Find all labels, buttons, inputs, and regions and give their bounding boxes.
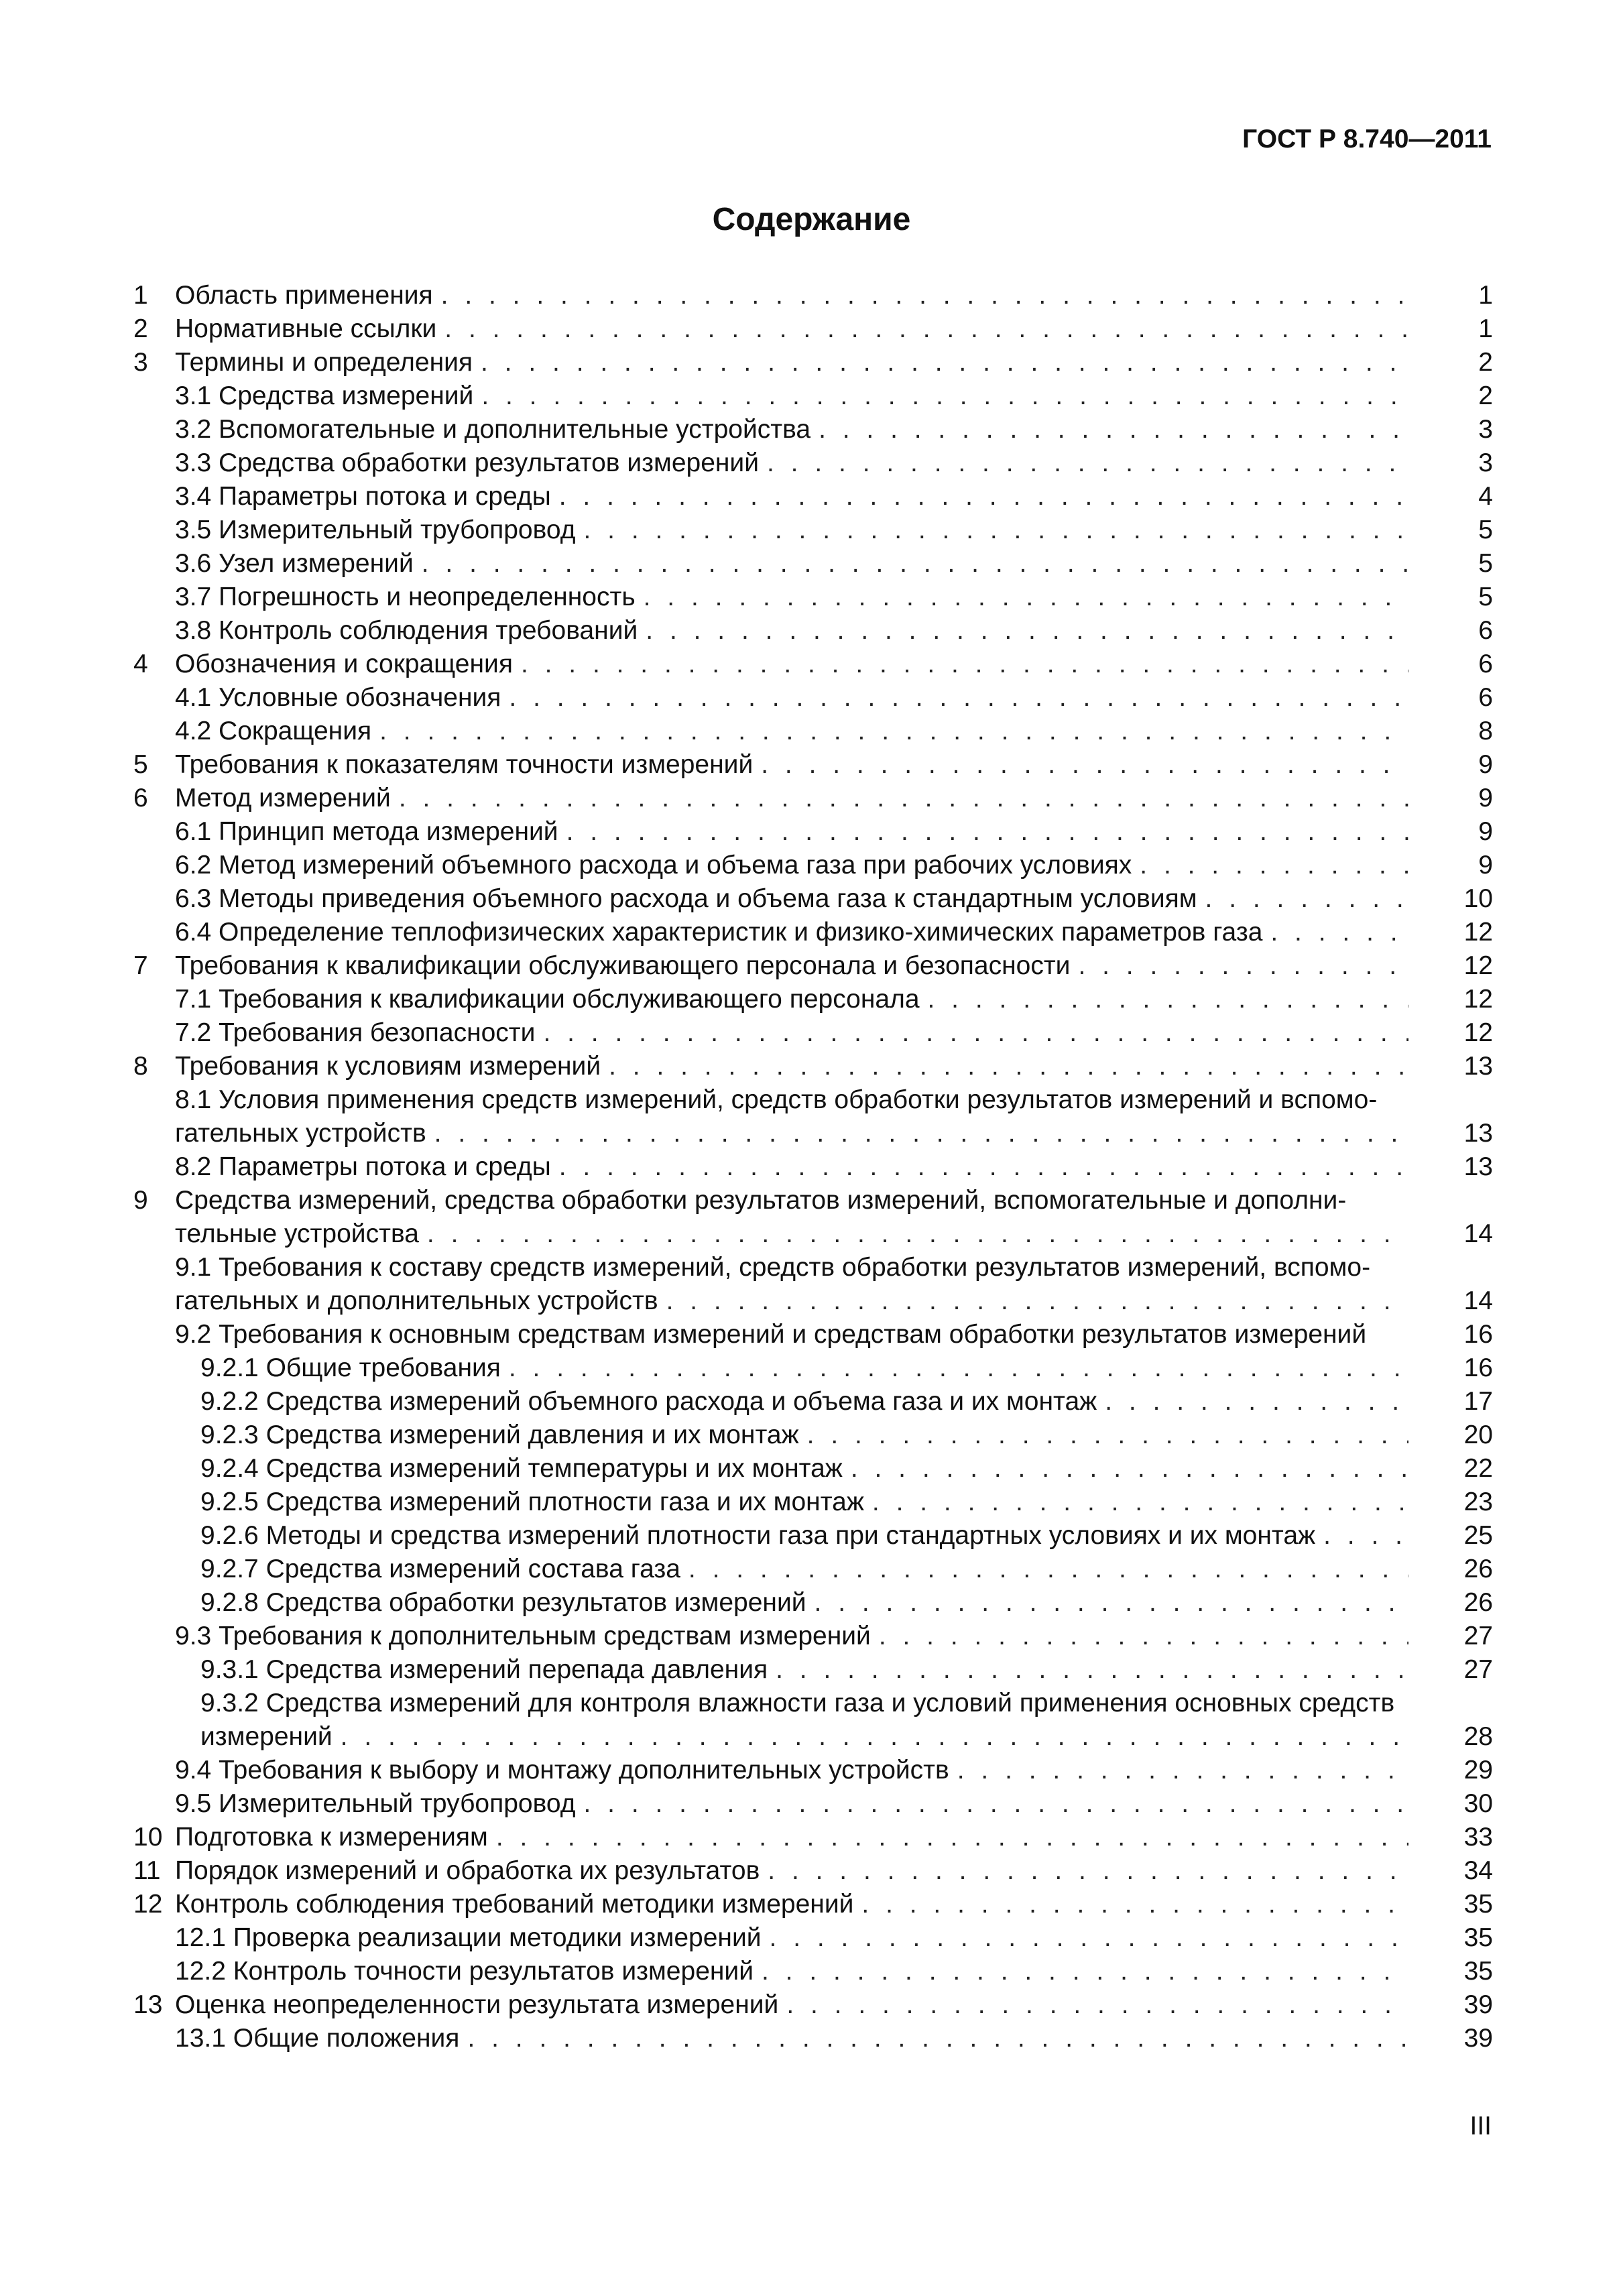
toc-entry-line bbox=[175, 1888, 1408, 1921]
toc-entry-number: 13 bbox=[133, 1990, 163, 2019]
toc-entry-page: 1 bbox=[1478, 281, 1493, 310]
toc-entry-line bbox=[175, 379, 1408, 413]
toc-entry[interactable] bbox=[133, 1888, 1493, 1921]
toc-entry-page: 2 bbox=[1478, 348, 1493, 377]
toc-entry-page: 30 bbox=[1463, 1789, 1493, 1818]
toc-entry-page: 13 bbox=[1463, 1052, 1493, 1081]
toc-entry-page: 12 bbox=[1463, 1018, 1493, 1047]
dot-leader bbox=[509, 681, 1408, 715]
dot-leader bbox=[1323, 1519, 1408, 1553]
toc-entry-title: 4.2 Сокращения bbox=[175, 717, 372, 745]
toc-entry[interactable] bbox=[133, 1318, 1493, 1351]
toc-entry-title: 9.3.1 Средства измерений перепада давления bbox=[200, 1655, 768, 1684]
toc-entry[interactable] bbox=[133, 446, 1493, 480]
toc-entry-line bbox=[175, 413, 1408, 446]
toc-entry-number: 7 bbox=[133, 951, 148, 980]
toc-entry-title: 3.1 Средства измерений bbox=[175, 381, 474, 410]
toc-entry-title: 9.4 Требования к выбору и монтажу дополнительных устройств bbox=[175, 1756, 949, 1785]
table-of-contents bbox=[133, 279, 1493, 2055]
toc-entry[interactable] bbox=[133, 1418, 1493, 1452]
toc-entry-title: Требования к условиям измерений bbox=[175, 1052, 601, 1081]
toc-entry[interactable] bbox=[133, 614, 1493, 648]
dot-leader bbox=[609, 1050, 1408, 1083]
toc-entry-title: измерений bbox=[200, 1722, 333, 1751]
dot-leader bbox=[467, 2022, 1408, 2055]
toc-entry-title: Порядок измерений и обработка их результатов bbox=[175, 1856, 760, 1885]
toc-entry-line bbox=[175, 1988, 1408, 2022]
toc-entry-title: 9.3 Требования к дополнительным средствам измерений bbox=[175, 1622, 871, 1650]
dot-leader bbox=[481, 379, 1408, 413]
toc-entry-title: Контроль соблюдения требований методики измерений bbox=[175, 1890, 854, 1919]
dot-leader bbox=[399, 782, 1408, 815]
toc-entry-title: 9.2.1 Общие требования bbox=[200, 1353, 501, 1382]
document-code: ГОСТ Р 8.740—2011 bbox=[1242, 125, 1492, 154]
toc-entry-title: гательных и дополнительных устройств bbox=[175, 1286, 658, 1315]
toc-entry[interactable] bbox=[133, 849, 1493, 882]
toc-entry[interactable] bbox=[133, 1988, 1493, 2022]
toc-entry[interactable] bbox=[133, 715, 1493, 748]
toc-entry-line bbox=[175, 815, 1408, 849]
toc-entry-line bbox=[200, 1519, 1408, 1553]
toc-entry[interactable] bbox=[133, 782, 1493, 815]
toc-entry-page: 3 bbox=[1478, 448, 1493, 477]
toc-entry-line bbox=[200, 1452, 1408, 1486]
toc-entry[interactable] bbox=[133, 1586, 1493, 1620]
dot-leader bbox=[807, 1418, 1408, 1452]
toc-entry-page: 14 bbox=[1463, 1286, 1493, 1315]
dot-leader bbox=[767, 446, 1408, 480]
toc-entry-title: 9.5 Измерительный трубопровод bbox=[175, 1789, 576, 1818]
dot-leader bbox=[957, 1754, 1408, 1787]
toc-entry[interactable] bbox=[133, 413, 1493, 446]
toc-title: Содержание bbox=[712, 202, 911, 237]
toc-entry-number: 9 bbox=[133, 1186, 148, 1215]
dot-leader bbox=[646, 614, 1408, 648]
toc-entry[interactable] bbox=[133, 279, 1493, 312]
toc-entry-page: 22 bbox=[1463, 1454, 1493, 1483]
toc-entry-page: 3 bbox=[1478, 415, 1493, 444]
toc-entry-line bbox=[175, 983, 1408, 1016]
toc-entry-line bbox=[175, 1955, 1408, 1988]
toc-entry[interactable] bbox=[133, 480, 1493, 513]
toc-entry-line bbox=[200, 1351, 1408, 1385]
toc-entry[interactable] bbox=[133, 1620, 1493, 1653]
toc-entry-title: Оценка неопределенности результата измерений bbox=[175, 1990, 779, 2019]
toc-entry[interactable] bbox=[133, 949, 1493, 983]
dot-leader bbox=[441, 279, 1408, 312]
toc-entry-title: 6.4 Определение теплофизических характеристик и физико-химических параметров газа bbox=[175, 918, 1263, 947]
toc-entry[interactable] bbox=[133, 547, 1493, 581]
toc-entry-line bbox=[175, 1821, 1408, 1854]
dot-leader bbox=[496, 1821, 1408, 1854]
toc-entry-line bbox=[175, 1284, 1408, 1318]
dot-leader bbox=[521, 648, 1408, 681]
toc-entry-number: 4 bbox=[133, 650, 148, 678]
toc-entry[interactable] bbox=[133, 1184, 1493, 1251]
toc-entry-page: 33 bbox=[1463, 1823, 1493, 1852]
toc-entry[interactable] bbox=[133, 1351, 1493, 1385]
toc-entry-title: 9.3.2 Средства измерений для контроля влажности газа и условий применения основных средств bbox=[200, 1689, 1395, 1717]
toc-entry[interactable] bbox=[133, 1452, 1493, 1486]
toc-entry[interactable] bbox=[133, 681, 1493, 715]
dot-leader bbox=[776, 1653, 1408, 1687]
toc-entry[interactable] bbox=[133, 513, 1493, 547]
dot-leader bbox=[666, 1284, 1408, 1318]
dot-leader bbox=[566, 815, 1408, 849]
toc-entry-line bbox=[175, 1754, 1408, 1787]
toc-entry-title: 4.1 Условные обозначения bbox=[175, 683, 501, 712]
toc-entry[interactable] bbox=[133, 1016, 1493, 1050]
toc-entry-number: 3 bbox=[133, 348, 148, 377]
toc-entry[interactable] bbox=[133, 346, 1493, 379]
toc-entry-title: 3.7 Погрешность и неопределенность bbox=[175, 583, 636, 611]
toc-entry-line bbox=[175, 547, 1408, 581]
toc-entry-page: 13 bbox=[1463, 1152, 1493, 1181]
toc-entry-title: 9.2.4 Средства измерений температуры и их монтаж bbox=[200, 1454, 843, 1483]
toc-entry[interactable] bbox=[133, 1519, 1493, 1553]
toc-entry-line bbox=[175, 916, 1408, 949]
dot-leader bbox=[851, 1452, 1408, 1486]
dot-leader bbox=[786, 1988, 1408, 2022]
toc-entry[interactable] bbox=[133, 882, 1493, 916]
dot-leader bbox=[688, 1553, 1408, 1586]
toc-entry-page: 9 bbox=[1478, 817, 1493, 846]
toc-entry-page: 9 bbox=[1478, 784, 1493, 812]
toc-entry-page: 12 bbox=[1463, 985, 1493, 1014]
toc-entry-page: 9 bbox=[1478, 750, 1493, 779]
toc-entry-title: 3.5 Измерительный трубопровод bbox=[175, 516, 576, 544]
toc-entry-title: Требования к квалификации обслуживающего персонала и безопасности bbox=[175, 951, 1071, 980]
toc-entry-line bbox=[175, 1318, 1408, 1351]
toc-entry-page: 25 bbox=[1463, 1521, 1493, 1550]
toc-entry-title: Метод измерений bbox=[175, 784, 391, 812]
dot-leader bbox=[762, 1955, 1408, 1988]
dot-leader bbox=[583, 513, 1408, 547]
toc-entry-line bbox=[175, 279, 1408, 312]
dot-leader bbox=[928, 983, 1408, 1016]
toc-entry-line bbox=[175, 1787, 1408, 1821]
toc-entry-title: 9.2.3 Средства измерений давления и их монтаж bbox=[200, 1421, 799, 1449]
toc-entry-title: 7.1 Требования к квалификации обслуживающего персонала bbox=[175, 985, 920, 1014]
dot-leader bbox=[768, 1854, 1408, 1888]
toc-entry-line bbox=[175, 748, 1408, 782]
toc-entry-page: 35 bbox=[1463, 1923, 1493, 1952]
toc-entry-title: 9.2.2 Средства измерений объемного расхода и объема газа и их монтаж bbox=[200, 1387, 1097, 1416]
toc-entry-line bbox=[175, 681, 1408, 715]
toc-entry-line bbox=[200, 1653, 1408, 1687]
dot-leader bbox=[379, 715, 1408, 748]
toc-entry-page: 8 bbox=[1478, 717, 1493, 745]
toc-entry[interactable] bbox=[133, 648, 1493, 681]
toc-entry[interactable] bbox=[133, 1251, 1493, 1318]
toc-entry[interactable] bbox=[133, 1787, 1493, 1821]
toc-entry-number: 11 bbox=[133, 1856, 161, 1885]
toc-entry-line bbox=[175, 581, 1408, 614]
dot-leader bbox=[444, 312, 1408, 346]
toc-entry-line bbox=[200, 1586, 1408, 1620]
dot-leader bbox=[1140, 849, 1408, 882]
toc-entry-page: 5 bbox=[1478, 516, 1493, 544]
toc-entry-line bbox=[175, 312, 1408, 346]
toc-entry-number: 1 bbox=[133, 281, 148, 310]
toc-entry-title: 8.1 Условия применения средств измерений, средств обработки результатов измерений и вспомо- bbox=[175, 1085, 1378, 1114]
toc-entry-line bbox=[175, 648, 1408, 681]
toc-entry[interactable] bbox=[133, 1083, 1493, 1150]
toc-entry-page: 10 bbox=[1463, 884, 1493, 913]
toc-entry-line bbox=[175, 2022, 1408, 2055]
toc-entry-page: 16 bbox=[1463, 1353, 1493, 1382]
toc-entry[interactable] bbox=[133, 1385, 1493, 1418]
toc-entry-page: 23 bbox=[1463, 1488, 1493, 1516]
dot-leader bbox=[761, 748, 1408, 782]
dot-leader bbox=[481, 346, 1408, 379]
toc-entry-page: 27 bbox=[1463, 1655, 1493, 1684]
dot-leader bbox=[559, 480, 1408, 513]
toc-entry-title: 9.2.8 Средства обработки результатов измерений bbox=[200, 1588, 806, 1617]
toc-entry[interactable] bbox=[133, 1754, 1493, 1787]
toc-entry-page: 26 bbox=[1463, 1555, 1493, 1583]
toc-entry-line bbox=[175, 1150, 1408, 1184]
toc-entry-page: 17 bbox=[1463, 1387, 1493, 1416]
toc-entry-line bbox=[200, 1553, 1408, 1586]
toc-entry[interactable] bbox=[133, 1653, 1493, 1687]
toc-entry-title: Требования к показателям точности измерений bbox=[175, 750, 754, 779]
toc-entry-line bbox=[200, 1486, 1408, 1519]
toc-entry-line bbox=[175, 849, 1408, 882]
toc-entry-title: 3.2 Вспомогательные и дополнительные устройства bbox=[175, 415, 811, 444]
toc-entry-line bbox=[175, 446, 1408, 480]
dot-leader bbox=[872, 1486, 1408, 1519]
toc-entry-title: 9.2.6 Методы и средства измерений плотности газа при стандартных условиях и их монтаж bbox=[200, 1521, 1316, 1550]
toc-entry-title: 9.1 Требования к составу средств измерений, средств обработки результатов измерений, вспомо- bbox=[175, 1253, 1371, 1282]
toc-entry-page: 20 bbox=[1463, 1421, 1493, 1449]
toc-entry[interactable] bbox=[133, 379, 1493, 413]
dot-leader bbox=[770, 1921, 1408, 1955]
toc-entry-page: 29 bbox=[1463, 1756, 1493, 1785]
toc-entry-number: 12 bbox=[133, 1890, 163, 1919]
toc-entry-page: 9 bbox=[1478, 851, 1493, 880]
toc-entry-number: 8 bbox=[133, 1052, 148, 1081]
dot-leader bbox=[559, 1150, 1408, 1184]
toc-entry[interactable] bbox=[133, 1687, 1493, 1754]
toc-entry-line bbox=[175, 1854, 1408, 1888]
toc-entry-page: 5 bbox=[1478, 549, 1493, 578]
toc-entry-title: 7.2 Требования безопасности bbox=[175, 1018, 536, 1047]
toc-entry-page: 12 bbox=[1463, 918, 1493, 947]
toc-entry-title: 8.2 Параметры потока и среды bbox=[175, 1152, 551, 1181]
dot-leader bbox=[861, 1888, 1408, 1921]
toc-entry[interactable] bbox=[133, 2022, 1493, 2055]
toc-entry-page: 2 bbox=[1478, 381, 1493, 410]
toc-entry[interactable] bbox=[133, 1955, 1493, 1988]
toc-entry-line bbox=[175, 1921, 1408, 1955]
toc-entry-title: Средства измерений, средства обработки результатов измерений, вспомогательные и дополни- bbox=[175, 1186, 1347, 1215]
toc-entry-page: 28 bbox=[1463, 1722, 1493, 1751]
toc-entry-title: Нормативные ссылки bbox=[175, 314, 437, 343]
dot-leader bbox=[1078, 949, 1408, 983]
toc-entry-page: 35 bbox=[1463, 1890, 1493, 1919]
toc-entry-line bbox=[175, 480, 1408, 513]
toc-entry-title: 3.3 Средства обработки результатов измерений bbox=[175, 448, 760, 477]
toc-entry-number: 2 bbox=[133, 314, 148, 343]
dot-leader bbox=[1105, 1385, 1408, 1418]
toc-entry-title: 3.8 Контроль соблюдения требований bbox=[175, 616, 638, 645]
dot-leader bbox=[583, 1787, 1408, 1821]
toc-entry-page: 6 bbox=[1478, 650, 1493, 678]
toc-entry-title: 3.4 Параметры потока и среды bbox=[175, 482, 551, 511]
toc-entry-page: 27 bbox=[1463, 1622, 1493, 1650]
dot-leader bbox=[509, 1351, 1408, 1385]
toc-entry[interactable] bbox=[133, 1150, 1493, 1184]
toc-entry-line bbox=[200, 1720, 1408, 1754]
toc-entry-page: 4 bbox=[1478, 482, 1493, 511]
toc-entry-number: 10 bbox=[133, 1823, 163, 1852]
dot-leader bbox=[434, 1117, 1408, 1150]
dot-leader bbox=[644, 581, 1408, 614]
toc-entry[interactable] bbox=[133, 1854, 1493, 1888]
toc-entry-page: 5 bbox=[1478, 583, 1493, 611]
toc-entry-line bbox=[175, 513, 1408, 547]
dot-leader bbox=[341, 1720, 1408, 1754]
toc-entry[interactable] bbox=[133, 983, 1493, 1016]
toc-entry-line bbox=[175, 1620, 1408, 1653]
page-number: III bbox=[1469, 2112, 1492, 2140]
dot-leader bbox=[819, 413, 1408, 446]
toc-entry[interactable] bbox=[133, 312, 1493, 346]
toc-entry-title: 13.1 Общие положения bbox=[175, 2024, 460, 2053]
toc-entry-page: 14 bbox=[1463, 1219, 1493, 1248]
toc-entry-line bbox=[175, 882, 1408, 916]
dot-leader bbox=[1270, 916, 1408, 949]
toc-entry-page: 16 bbox=[1463, 1320, 1493, 1349]
toc-entry-page: 35 bbox=[1463, 1957, 1493, 1986]
toc-entry-title: тельные устройства bbox=[175, 1219, 419, 1248]
toc-entry-page: 26 bbox=[1463, 1588, 1493, 1617]
toc-entry[interactable] bbox=[133, 916, 1493, 949]
toc-entry[interactable] bbox=[133, 748, 1493, 782]
toc-entry-line bbox=[200, 1385, 1408, 1418]
toc-entry-title: 3.6 Узел измерений bbox=[175, 549, 414, 578]
toc-entry-line bbox=[175, 1217, 1408, 1251]
toc-entry-line bbox=[175, 1016, 1408, 1050]
toc-entry-line bbox=[175, 715, 1408, 748]
toc-entry-title: Обозначения и сокращения bbox=[175, 650, 513, 678]
dot-leader bbox=[543, 1016, 1408, 1050]
toc-entry-page: 34 bbox=[1463, 1856, 1493, 1885]
toc-entry-title: 6.1 Принцип метода измерений bbox=[175, 817, 558, 846]
toc-entry-page: 12 bbox=[1463, 951, 1493, 980]
toc-entry-line bbox=[175, 949, 1408, 983]
toc-entry-title: 6.2 Метод измерений объемного расхода и объема газа при рабочих условиях bbox=[175, 851, 1132, 880]
toc-entry-title: 12.2 Контроль точности результатов измерений bbox=[175, 1957, 754, 1986]
toc-entry-title: 6.3 Методы приведения объемного расхода и объема газа к стандартным условиям bbox=[175, 884, 1197, 913]
dot-leader bbox=[879, 1620, 1408, 1653]
toc-entry-page: 13 bbox=[1463, 1119, 1493, 1148]
toc-entry[interactable] bbox=[133, 581, 1493, 614]
toc-entry-line bbox=[175, 782, 1408, 815]
toc-entry[interactable] bbox=[133, 1486, 1493, 1519]
toc-entry-title: 9.2 Требования к основным средствам измерений и средствам обработки результатов измерений bbox=[175, 1320, 1367, 1349]
toc-entry-line bbox=[200, 1418, 1408, 1452]
toc-entry-page: 39 bbox=[1463, 1990, 1493, 2019]
toc-entry-line bbox=[175, 614, 1408, 648]
dot-leader bbox=[427, 1217, 1408, 1251]
toc-entry-title: 9.2.7 Средства измерений состава газа bbox=[200, 1555, 680, 1583]
toc-entry-title: Термины и определения bbox=[175, 348, 473, 377]
toc-entry[interactable] bbox=[133, 1050, 1493, 1083]
dot-leader bbox=[422, 547, 1408, 581]
toc-entry-number: 5 bbox=[133, 750, 148, 779]
dot-leader bbox=[1205, 882, 1408, 916]
toc-entry-title: Область применения bbox=[175, 281, 433, 310]
toc-entry-page: 6 bbox=[1478, 683, 1493, 712]
toc-entry[interactable] bbox=[133, 1821, 1493, 1854]
toc-entry-title: 12.1 Проверка реализации методики измерений bbox=[175, 1923, 762, 1952]
toc-entry-number: 6 bbox=[133, 784, 148, 812]
toc-entry-page: 39 bbox=[1463, 2024, 1493, 2053]
toc-entry-line bbox=[175, 1117, 1408, 1150]
toc-entry-title: Подготовка к измерениям bbox=[175, 1823, 488, 1852]
toc-entry-title: гательных устройств bbox=[175, 1119, 426, 1148]
toc-entry-page: 1 bbox=[1478, 314, 1493, 343]
toc-entry-page: 6 bbox=[1478, 616, 1493, 645]
toc-entry-line bbox=[175, 1050, 1408, 1083]
toc-entry[interactable] bbox=[133, 1921, 1493, 1955]
dot-leader bbox=[815, 1586, 1408, 1620]
toc-entry[interactable] bbox=[133, 1553, 1493, 1586]
toc-entry-line bbox=[175, 346, 1408, 379]
toc-entry-title: 9.2.5 Средства измерений плотности газа и их монтаж bbox=[200, 1488, 864, 1516]
toc-entry[interactable] bbox=[133, 815, 1493, 849]
